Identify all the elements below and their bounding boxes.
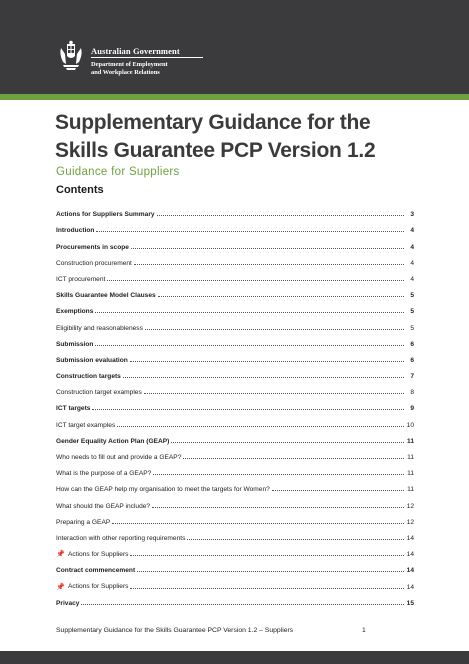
toc-dot-leader <box>130 588 404 589</box>
toc-dot-leader <box>130 361 404 362</box>
toc-entry-text: Actions for Suppliers <box>68 583 129 590</box>
toc-entry-page: 15 <box>406 599 414 607</box>
toc-entry[interactable] <box>56 510 414 526</box>
toc-dot-leader <box>183 458 404 459</box>
toc-entry-label <box>56 308 93 315</box>
toc-entry[interactable] <box>56 412 414 428</box>
toc-entry-text: Submission evaluation <box>56 356 128 364</box>
toc-dot-leader <box>117 426 404 427</box>
toc-dot-leader <box>145 329 404 330</box>
toc-entry[interactable] <box>56 574 414 590</box>
toc-entry-label <box>56 486 270 493</box>
toc-entry-page: 5 <box>410 292 414 300</box>
footer-page-number: 1 <box>362 627 366 634</box>
toc-entry-label <box>56 550 128 558</box>
toc-entry-page: 6 <box>410 356 414 364</box>
toc-entry-label <box>56 519 110 526</box>
document-title-line-1: Supplementary Guidance for the <box>55 111 371 134</box>
toc-entry[interactable] <box>56 299 414 315</box>
toc-dot-leader <box>153 474 404 475</box>
toc-entry-text: Actions for Suppliers Summary <box>56 211 155 219</box>
toc-entry-label <box>56 405 90 412</box>
toc-entry[interactable] <box>56 348 414 364</box>
toc-dot-leader <box>158 296 404 297</box>
toc-dot-leader <box>137 571 404 572</box>
toc-entry-label <box>56 389 142 396</box>
toc-entry-text: ICT targets <box>56 405 91 413</box>
toc-entry-label <box>56 260 132 267</box>
toc-entry-label <box>56 535 185 542</box>
toc-entry[interactable] <box>56 591 414 607</box>
toc-entry-page: 3 <box>410 211 414 219</box>
toc-entry-text: How can the GEAP help my organisation to meet the targets for Women? <box>56 486 270 494</box>
government-name: Australian Government <box>91 46 180 56</box>
toc-dot-leader <box>144 393 404 394</box>
toc-entry-label <box>56 470 151 477</box>
toc-entry-page: 5 <box>410 324 414 332</box>
toc-entry-text: Preparing a GEAP <box>56 518 111 526</box>
toc-entry-page: 4 <box>410 243 414 251</box>
toc-dot-leader <box>123 377 404 378</box>
toc-entry-page: 4 <box>410 259 414 267</box>
page-footer: Supplementary Guidance for the Skills Guarantee PCP Version 1.2 – Suppliers <box>56 627 294 634</box>
toc-entry-text: What is the purpose of a GEAP? <box>56 470 152 478</box>
toc-dot-leader <box>95 312 404 313</box>
toc-entry-text: Submission <box>56 340 94 348</box>
toc-entry-page: 10 <box>406 421 414 429</box>
toc-entry-text: Exemptions <box>56 308 94 316</box>
toc-entry-text: Contract commencement <box>56 567 136 575</box>
table-of-contents <box>56 202 414 607</box>
toc-entry[interactable] <box>56 332 414 348</box>
toc-dot-leader <box>157 215 404 216</box>
pin-icon: 📌 <box>56 583 65 591</box>
toc-dot-leader <box>130 555 404 556</box>
toc-entry-text: Procurements in scope <box>56 243 129 251</box>
toc-entry-page: 14 <box>406 567 414 575</box>
toc-entry[interactable] <box>56 267 414 283</box>
toc-entry-label <box>56 583 128 591</box>
toc-entry-text: Privacy <box>56 599 80 607</box>
toc-entry[interactable] <box>56 380 414 396</box>
toc-entry-label <box>56 373 121 380</box>
toc-entry-text: Actions for Suppliers <box>68 550 129 558</box>
toc-entry-page: 11 <box>407 437 414 445</box>
toc-entry-page: 11 <box>407 470 414 478</box>
header-accent-rule <box>0 94 469 100</box>
toc-entry-page: 9 <box>410 405 414 413</box>
toc-dot-leader <box>96 231 404 232</box>
toc-entry-text: Introduction <box>56 227 95 235</box>
toc-entry-page: 12 <box>406 518 414 526</box>
toc-entry[interactable] <box>56 251 414 267</box>
pin-icon: 📌 <box>56 551 65 559</box>
toc-dot-leader <box>112 523 404 524</box>
toc-entry-label <box>56 227 94 234</box>
toc-entry-text: ICT target examples <box>56 421 116 429</box>
toc-entry-label <box>56 325 143 332</box>
toc-entry[interactable] <box>56 429 414 445</box>
toc-entry[interactable] <box>56 202 414 218</box>
toc-dot-leader <box>81 604 404 605</box>
toc-entry[interactable] <box>56 461 414 477</box>
toc-entry-text: Construction procurement <box>56 259 132 267</box>
footer-band <box>0 651 469 664</box>
toc-dot-leader <box>152 507 404 508</box>
toc-entry-page: 14 <box>406 534 414 542</box>
document-subtitle: Guidance for Suppliers <box>56 166 180 178</box>
document-title-line-2: Skills Guarantee PCP Version 1.2 <box>55 139 376 162</box>
toc-entry-label <box>56 422 115 429</box>
toc-entry-page: 14 <box>406 583 414 591</box>
toc-dot-leader <box>171 442 404 443</box>
toc-entry-label <box>56 454 181 461</box>
toc-entry-label <box>56 244 129 251</box>
toc-entry[interactable] <box>56 396 414 412</box>
contents-heading: Contents <box>56 184 104 196</box>
toc-entry[interactable] <box>56 364 414 380</box>
toc-dot-leader <box>187 539 404 540</box>
toc-entry-page: 14 <box>406 551 414 559</box>
toc-entry-page: 7 <box>410 373 414 381</box>
toc-entry-label <box>56 341 93 348</box>
toc-entry-text: Who needs to fill out and provide a GEAP? <box>56 454 182 461</box>
toc-dot-leader <box>107 280 404 281</box>
coat-of-arms-icon <box>57 40 85 72</box>
toc-entry-label <box>56 276 105 283</box>
toc-entry-page: 6 <box>410 340 414 348</box>
toc-entry[interactable] <box>56 477 414 493</box>
toc-entry-text: ICT procurement <box>56 275 106 283</box>
toc-dot-leader <box>134 264 404 265</box>
toc-entry-page: 11 <box>407 454 414 461</box>
toc-entry[interactable] <box>56 493 414 509</box>
toc-entry-text: Construction target examples <box>56 389 142 397</box>
toc-entry-text: Construction targets <box>56 373 121 381</box>
toc-entry-page: 4 <box>410 275 414 283</box>
department-name-line-2: and Workplace Relations <box>91 69 160 76</box>
header-divider <box>91 57 203 58</box>
document-title <box>55 109 435 165</box>
toc-entry-text: Interaction with other reporting requirements <box>56 534 186 542</box>
toc-entry[interactable] <box>56 234 414 250</box>
toc-entry-label <box>56 600 79 607</box>
toc-entry[interactable] <box>56 445 414 461</box>
toc-entry-page: 12 <box>406 502 414 510</box>
toc-entry-page: 5 <box>410 308 414 316</box>
toc-dot-leader <box>131 248 404 249</box>
toc-dot-leader <box>272 490 404 491</box>
toc-entry[interactable] <box>56 218 414 234</box>
toc-entry-text: Gender Equality Action Plan (GEAP) <box>56 437 170 445</box>
toc-entry[interactable] <box>56 283 414 299</box>
toc-entry[interactable] <box>56 526 414 542</box>
toc-entry-label <box>56 503 150 510</box>
toc-entry-label <box>56 357 128 364</box>
toc-entry-text: Skills Guarantee Model Clauses <box>56 292 156 300</box>
toc-dot-leader <box>95 345 404 346</box>
toc-entry[interactable] <box>56 315 414 331</box>
department-name-line-1: Department of Employment <box>91 61 168 68</box>
toc-entry[interactable] <box>56 558 414 574</box>
toc-entry-label <box>56 211 155 218</box>
toc-entry-label <box>56 567 135 574</box>
toc-entry-page: 4 <box>410 227 414 235</box>
toc-entry-page: 8 <box>410 389 414 397</box>
toc-dot-leader <box>92 409 404 410</box>
toc-entry-label <box>56 292 156 299</box>
toc-entry[interactable] <box>56 542 414 558</box>
toc-entry-page: 11 <box>407 486 414 494</box>
toc-entry-label <box>56 438 169 445</box>
toc-entry-text: What should the GEAP include? <box>56 502 151 510</box>
toc-entry-text: Eligibility and reasonableness <box>56 324 143 332</box>
